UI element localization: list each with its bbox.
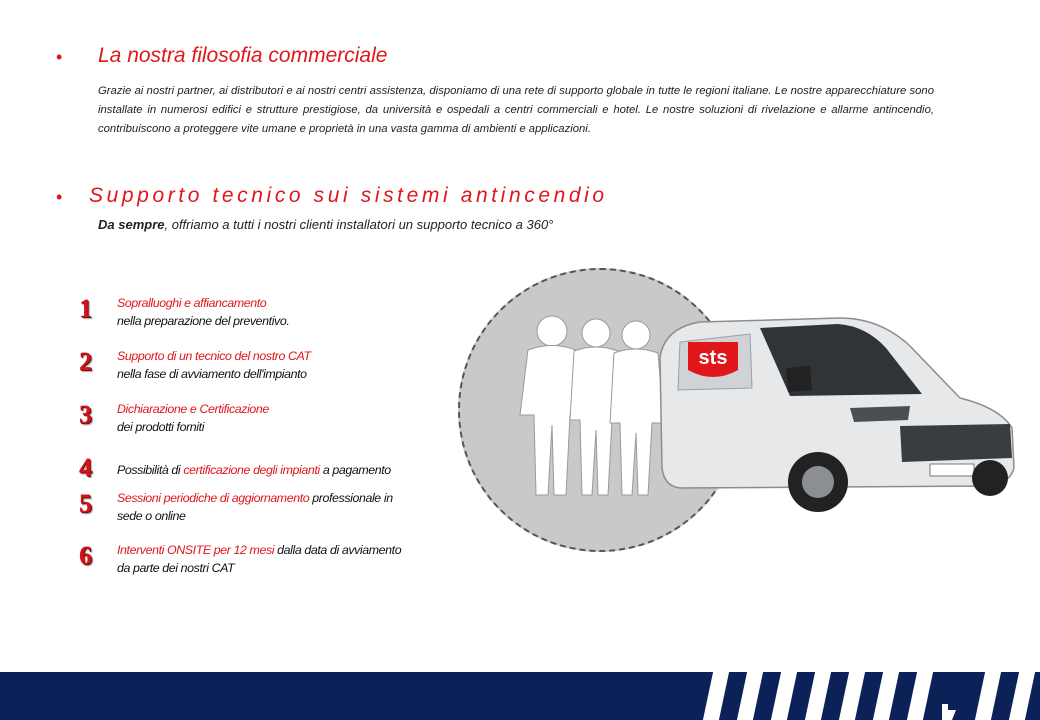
- brand-mark-icon: [938, 702, 960, 720]
- item-text: nella preparazione del preventivo.: [117, 314, 290, 328]
- item-text: dalla data di avviamento: [274, 543, 402, 557]
- item-text: sede o online: [117, 509, 186, 523]
- item-number: 5: [79, 489, 92, 518]
- footer-stripe: [737, 672, 763, 720]
- footer-stripe: [975, 672, 1001, 720]
- footer-stripe: [873, 672, 899, 720]
- section-title-support: Supporto tecnico sui sistemi antincendio: [89, 184, 608, 207]
- footer-stripe: [703, 672, 729, 720]
- subtitle-bold: Da sempre: [98, 217, 165, 232]
- item-text: da parte dei nostri CAT: [117, 561, 235, 575]
- item-text: professionale in: [309, 491, 393, 505]
- item-number: 3: [79, 400, 92, 429]
- item-number: 6: [79, 541, 92, 570]
- list-item: [76, 487, 456, 539]
- item-number: 2: [79, 347, 92, 376]
- item-highlight: certificazione degli impianti: [183, 463, 320, 477]
- footer-bar: [0, 672, 1040, 720]
- subtitle-rest: , offriamo a tutti i nostri clienti installatori un supporto tecnico a 360°: [164, 217, 554, 232]
- item-highlight: Supporto di un tecnico del nostro CAT: [117, 349, 311, 363]
- bullet-1: •: [56, 47, 63, 67]
- sts-logo-text: sts: [698, 347, 728, 369]
- footer-stripe: [771, 672, 797, 720]
- list-item: [76, 539, 456, 592]
- footer-stripe: [805, 672, 831, 720]
- item-number: 1: [79, 294, 92, 323]
- item-highlight: Interventi ONSITE per 12 mesi: [117, 543, 275, 557]
- item-text: a pagamento: [319, 463, 391, 477]
- services-list: [76, 292, 456, 592]
- footer-stripe: [839, 672, 865, 720]
- list-item: [76, 292, 456, 345]
- footer-stripe: [907, 672, 933, 720]
- item-text: nella fase di avviamento dell'impianto: [117, 367, 307, 381]
- item-text: dei prodotti forniti: [117, 420, 205, 434]
- item-text: Possibilità di: [117, 463, 184, 477]
- item-highlight: Sessioni periodiche di aggiornamento: [117, 491, 310, 505]
- item-highlight: Sopralluoghi e affiancamento: [117, 296, 267, 310]
- item-highlight: Dichiarazione e Certificazione: [117, 402, 269, 416]
- list-item: [76, 451, 456, 487]
- list-item: [76, 398, 456, 451]
- bullet-2: •: [56, 187, 63, 207]
- support-subtitle: [98, 217, 553, 232]
- philosophy-paragraph: Grazie ai nostri partner, ai distributori e ai nostri centri assistenza, disponiamo di una rete di supporto globale in tutte le regioni italiane. Le nostre apparecchiature sono installate in numerosi edifici e strutture prestigiose, da università e ospedali a centri commerciali e hotel. Le nostre soluzioni di rivelazione e allarme antincendio, contribuiscono a proteggere vite umane e proprietà in una vasta gamma di ambienti e applicazioni.: [98, 85, 934, 135]
- footer-stripe: [1009, 672, 1035, 720]
- list-item: [76, 345, 456, 398]
- item-number: 4: [79, 453, 92, 482]
- van-illustration: [640, 298, 1020, 518]
- section-title-philosophy: La nostra filosofia commerciale: [98, 44, 388, 67]
